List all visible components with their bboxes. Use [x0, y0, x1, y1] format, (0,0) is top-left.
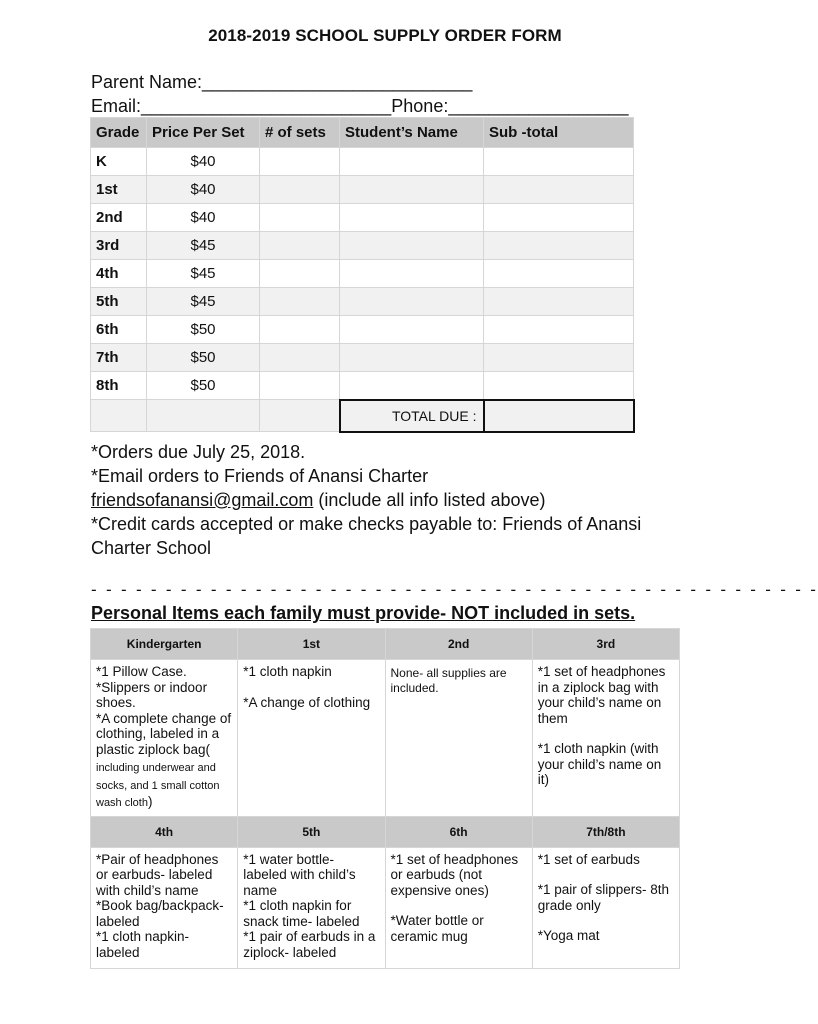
- email-orders-note: *Email orders to Friends of Anansi Charter: [91, 466, 429, 486]
- table-row: [91, 372, 634, 400]
- empty-cell: [147, 400, 260, 432]
- header-2nd: 2nd: [385, 629, 532, 660]
- list-item: *Yoga mat: [537, 928, 600, 943]
- grade-cell: 1st: [91, 176, 147, 204]
- grade-cell: 2nd: [91, 204, 147, 232]
- payment-note: *Credit cards accepted or make checks payable to: Friends of Anansi Charter School: [91, 514, 642, 558]
- header-price: Price Per Set: [147, 118, 260, 148]
- personal-items-header-a: [91, 629, 680, 660]
- cut-line-divider: - - - - - - - - - - - - - - - - - - - - - - - - - - - - - - - - - - - - - - - - - - - - - - - - -: [91, 580, 818, 599]
- subtotal-field[interactable]: [484, 288, 634, 316]
- email-link[interactable]: friendsofanansi@gmail.com: [91, 490, 314, 510]
- list-item: *1 cloth napkin- labeled: [96, 929, 190, 960]
- personal-items-header-b: [91, 816, 680, 847]
- sets-field[interactable]: [260, 260, 340, 288]
- subtotal-field[interactable]: [484, 232, 634, 260]
- grade-cell: K: [91, 148, 147, 176]
- list-item: *1 pair of earbuds in a ziplock- labeled: [243, 929, 376, 960]
- list-item: *1 set of headphones or earbuds (not expensive ones): [390, 851, 519, 898]
- subtotal-field[interactable]: [484, 316, 634, 344]
- first-grade-items: [238, 660, 385, 817]
- student-name-field[interactable]: [340, 260, 484, 288]
- item-small-text: including underwear and socks, and 1 small cotton wash cloth: [96, 762, 220, 809]
- list-item: *1 Pillow Case.: [96, 664, 187, 679]
- second-grade-items: [385, 660, 532, 817]
- sets-field[interactable]: [260, 204, 340, 232]
- order-table-header: [91, 118, 634, 148]
- table-row: [91, 176, 634, 204]
- student-name-field[interactable]: [340, 288, 484, 316]
- seventh-eighth-grade-items: [532, 847, 679, 968]
- personal-items-row-a: [91, 660, 680, 817]
- sets-field[interactable]: [260, 232, 340, 260]
- fifth-grade-items: [238, 847, 385, 968]
- item-text: *A complete change of clothing, labeled in a plastic ziplock bag(: [96, 710, 232, 757]
- sets-field[interactable]: [260, 344, 340, 372]
- list-item: *1 pair of slippers- 8th grade only: [537, 882, 670, 913]
- list-item: *A change of clothing: [243, 694, 371, 710]
- list-item: *1 set of headphones in a ziplock bag with your child’s name on them: [537, 664, 666, 726]
- email-phone-line: Email:_________________________Phone:__________________: [91, 96, 629, 116]
- parent-name-line: Parent Name:___________________________: [91, 72, 473, 92]
- grade-cell: 8th: [91, 372, 147, 400]
- orders-due-note: *Orders due July 25, 2018.: [91, 442, 306, 462]
- header-subtotal: Sub -total: [484, 118, 634, 148]
- sets-field[interactable]: [260, 288, 340, 316]
- fourth-grade-items: [91, 847, 238, 968]
- empty-cell: [91, 400, 147, 432]
- header-1st: 1st: [238, 629, 385, 660]
- table-row: [91, 204, 634, 232]
- header-3rd: 3rd: [532, 629, 679, 660]
- empty-cell: [260, 400, 340, 432]
- table-row: [91, 260, 634, 288]
- form-title: 2018-2019 SCHOOL SUPPLY ORDER FORM: [208, 26, 562, 45]
- email-line: [91, 488, 691, 512]
- student-name-field[interactable]: [340, 316, 484, 344]
- list-item: *1 cloth napkin for snack time- labeled: [243, 898, 360, 929]
- price-cell: $45: [147, 288, 260, 316]
- third-grade-items: [532, 660, 679, 817]
- subtotal-field[interactable]: [484, 176, 634, 204]
- student-name-field[interactable]: [340, 232, 484, 260]
- personal-items-title: Personal Items each family must provide- NOT included in sets.: [91, 603, 636, 623]
- header-5th: 5th: [238, 816, 385, 847]
- student-name-field[interactable]: [340, 204, 484, 232]
- list-item: *Slippers or indoor shoes.: [96, 679, 208, 710]
- email-suffix: (include all info listed above): [313, 490, 546, 510]
- total-row: [91, 400, 634, 432]
- sets-field[interactable]: [260, 148, 340, 176]
- personal-items-table: [90, 628, 680, 969]
- price-cell: $50: [147, 372, 260, 400]
- price-cell: $45: [147, 232, 260, 260]
- order-table: [90, 117, 635, 433]
- header-grade: Grade: [91, 118, 147, 148]
- grade-cell: 6th: [91, 316, 147, 344]
- table-row: [91, 316, 634, 344]
- price-cell: $40: [147, 148, 260, 176]
- table-row: [91, 232, 634, 260]
- grade-cell: 3rd: [91, 232, 147, 260]
- list-item: *1 cloth napkin: [243, 664, 332, 679]
- sets-field[interactable]: [260, 316, 340, 344]
- sets-field[interactable]: [260, 176, 340, 204]
- total-due-label: TOTAL DUE :: [340, 400, 484, 432]
- price-cell: $45: [147, 260, 260, 288]
- student-name-field[interactable]: [340, 176, 484, 204]
- student-name-field[interactable]: [340, 148, 484, 176]
- list-item: *1 set of earbuds: [537, 851, 640, 867]
- grade-cell: 4th: [91, 260, 147, 288]
- order-notes: [91, 440, 691, 560]
- header-kindergarten: Kindergarten: [91, 629, 238, 660]
- sets-field[interactable]: [260, 372, 340, 400]
- list-item: None- all supplies are included.: [390, 666, 507, 695]
- grade-cell: 5th: [91, 288, 147, 316]
- table-row: [91, 344, 634, 372]
- subtotal-field[interactable]: [484, 372, 634, 400]
- header-6th: 6th: [385, 816, 532, 847]
- personal-items-row-b: [91, 847, 680, 968]
- sixth-grade-items: [385, 847, 532, 968]
- header-7th-8th: 7th/8th: [532, 816, 679, 847]
- price-cell: $50: [147, 316, 260, 344]
- table-row: [91, 148, 634, 176]
- header-student-name: Student’s Name: [340, 118, 484, 148]
- header-sets: # of sets: [260, 118, 340, 148]
- subtotal-field[interactable]: [484, 260, 634, 288]
- header-4th: 4th: [91, 816, 238, 847]
- grade-cell: 7th: [91, 344, 147, 372]
- list-item: *1 cloth napkin (with your child’s name on it): [537, 741, 662, 787]
- kindergarten-items: [91, 660, 238, 817]
- list-item: *Book bag/backpack- labeled: [96, 898, 224, 929]
- subtotal-field[interactable]: [484, 204, 634, 232]
- total-due-field[interactable]: [484, 400, 634, 432]
- list-item: *Pair of headphones or earbuds- labeled with child’s name: [96, 851, 219, 898]
- student-name-field[interactable]: [340, 372, 484, 400]
- item-text: ): [147, 794, 153, 809]
- subtotal-field[interactable]: [484, 148, 634, 176]
- table-row: [91, 288, 634, 316]
- subtotal-field[interactable]: [484, 344, 634, 372]
- price-cell: $40: [147, 204, 260, 232]
- student-name-field[interactable]: [340, 344, 484, 372]
- list-item: *Water bottle or ceramic mug: [390, 913, 484, 944]
- price-cell: $40: [147, 176, 260, 204]
- list-item: [96, 711, 232, 812]
- price-cell: $50: [147, 344, 260, 372]
- list-item: *1 water bottle- labeled with child’s name: [243, 851, 356, 898]
